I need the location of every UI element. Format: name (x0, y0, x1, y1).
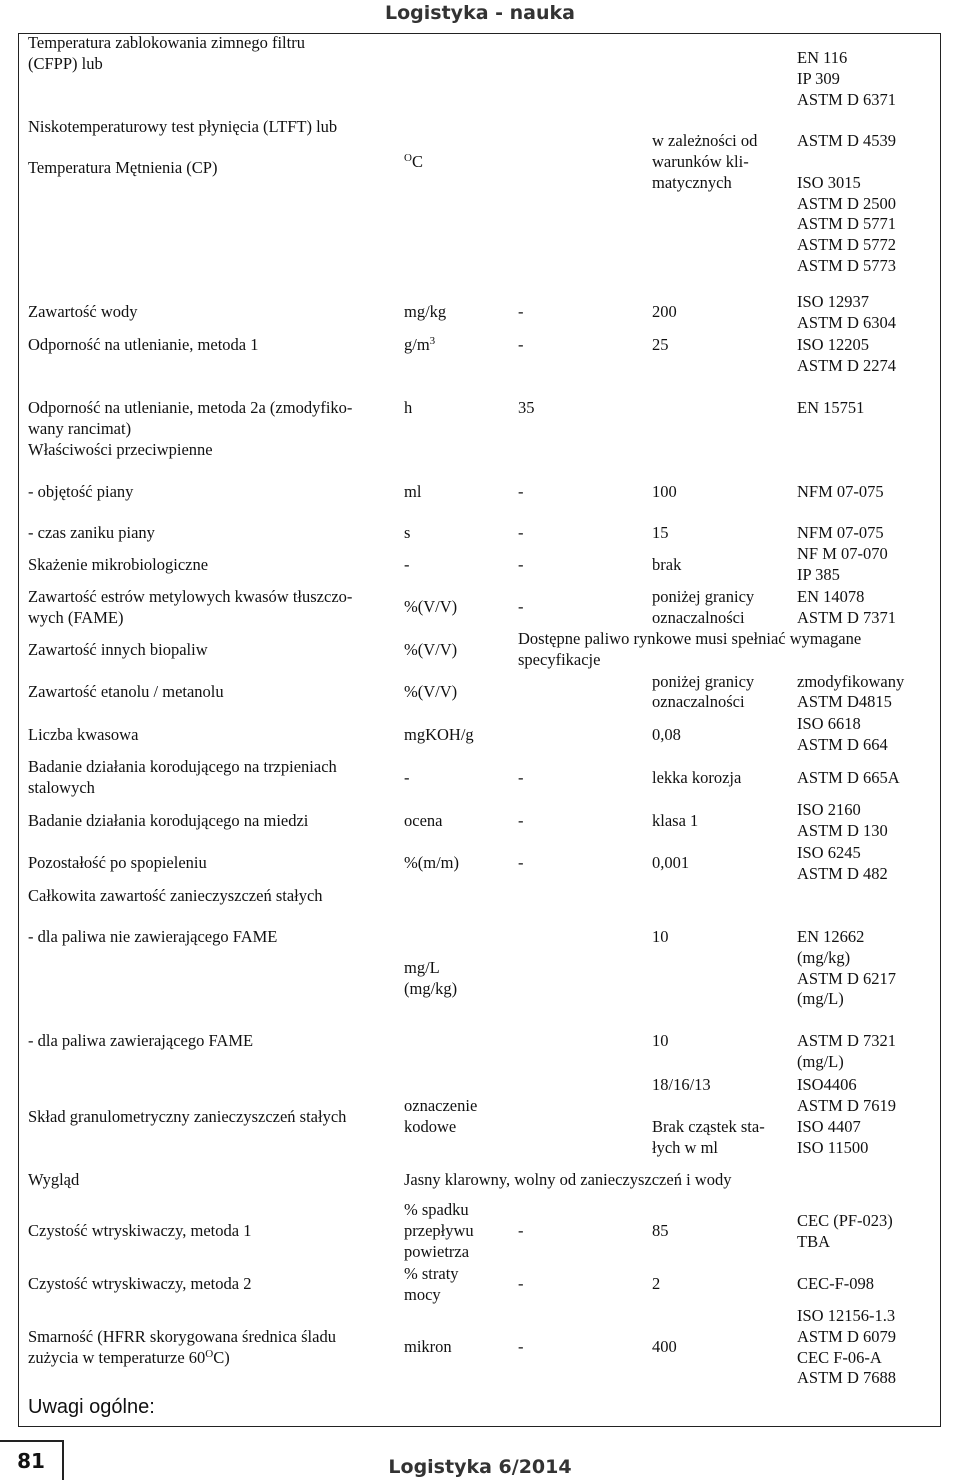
cfpp-method: ISO 3015 (797, 173, 861, 192)
granulo-method: ISO4406 (797, 1075, 857, 1094)
fame-max-2: oznaczalności (652, 608, 745, 627)
water-min: - (518, 302, 524, 321)
foam-time-max: 15 (652, 523, 669, 542)
ox1-min: - (518, 335, 524, 354)
water-max: 200 (652, 302, 677, 321)
micro-name: Skażenie mikrobiologiczne (28, 555, 209, 574)
corr-cu-method-1: ISO 2160 (797, 800, 861, 819)
hfrr-method: ISO 12156-1.3 (797, 1306, 896, 1325)
ox2a-min: 35 (518, 398, 535, 417)
inj1-method-1: CEC (PF-023) (797, 1211, 893, 1230)
inj2-method: CEC-F-098 (797, 1274, 875, 1293)
ltft-name: Niskotemperaturowy test płynięcia (LTFT) lub (28, 117, 338, 136)
hfrr-unit: mikron (404, 1337, 452, 1356)
hfrr-max: 400 (652, 1337, 677, 1356)
corr-cu-method-2: ASTM D 130 (797, 821, 888, 840)
contam-nofame-method: EN 12662 (797, 927, 865, 946)
inj2-max: 2 (652, 1274, 661, 1293)
ox2a-method: EN 15751 (797, 398, 865, 417)
fame-name-2: wych (FAME) (28, 608, 124, 627)
contam-fame-method-2: (mg/L) (797, 1052, 844, 1071)
cfpp-method: ASTM D 5773 (797, 256, 897, 275)
ethanol-unit: %(V/V) (404, 682, 458, 701)
ash-method-2: ASTM D 482 (797, 864, 888, 883)
cfpp-method: IP 309 (797, 69, 840, 88)
contam-nofame-method: ASTM D 6217 (797, 969, 897, 988)
ox2a-name-1: Odporność na utlenianie, metoda 2a (zmodyfiko- (28, 398, 353, 417)
water-method-2: ASTM D 6304 (797, 313, 897, 332)
corr-steel-name-1: Badanie działania korodującego na trzpieniach (28, 757, 337, 776)
acid-name: Liczba kwasowa (28, 725, 139, 744)
granulo-name: Skład granulometryczny zanieczyszczeń stałych (28, 1107, 347, 1126)
hfrr-name-2 (28, 1348, 230, 1369)
ox1-unit-exponent: 3 (429, 335, 436, 347)
biofuel-note-2: specyfikacje (518, 650, 601, 669)
micro-unit: - (404, 555, 410, 574)
foam-vol-max: 100 (652, 482, 677, 501)
look-value: Jasny klarowny, wolny od zanieczyszczeń i wody (404, 1170, 732, 1189)
corr-cu-name: Badanie działania korodującego na miedzi (28, 811, 309, 830)
ethanol-method-2: ASTM D4815 (797, 692, 892, 711)
acid-unit: mgKOH/g (404, 725, 474, 744)
ox1-unit (404, 335, 435, 356)
footer-title: Logistyka 6/2014 (388, 1456, 572, 1478)
cfpp-name-1: Temperatura zablokowania zimnego filtru (28, 33, 305, 52)
foam-vol-min: - (518, 482, 524, 501)
inj1-unit-1: % spadku (404, 1200, 469, 1219)
granulo-method: ISO 11500 (797, 1138, 869, 1157)
water-name: Zawartość wody (28, 302, 138, 321)
cfpp-limit-2: warunków kli- (652, 152, 749, 171)
biofuel-name: Zawartość innych biopaliw (28, 640, 208, 659)
corr-cu-min: - (518, 811, 524, 830)
corr-steel-max: lekka korozja (652, 768, 742, 787)
inj1-unit-3: powietrza (404, 1242, 470, 1261)
ox1-method-1: ISO 12205 (797, 335, 869, 354)
ash-name: Pozostałość po spopieleniu (28, 853, 207, 872)
granulo-unit-1: oznaczenie (404, 1096, 478, 1115)
corr-steel-min: - (518, 768, 524, 787)
ethanol-name: Zawartość etanolu / metanolu (28, 682, 224, 701)
foam-vol-unit: ml (404, 482, 422, 501)
cfpp-name-2: (CFPP) lub (28, 54, 103, 73)
ethanol-method-1: zmodyfikowany (797, 672, 905, 691)
fame-method-2: ASTM D 7371 (797, 608, 897, 627)
fame-min: - (518, 597, 524, 616)
page-number: 81 (0, 1440, 64, 1480)
acid-method-2: ASTM D 664 (797, 735, 888, 754)
ox1-max: 25 (652, 335, 669, 354)
cfpp-method: ASTM D 5771 (797, 214, 897, 233)
granulo-max-2: Brak cząstek sta- (652, 1117, 765, 1136)
inj1-name: Czystość wtryskiwaczy, metoda 1 (28, 1221, 252, 1240)
foam-vol-method: NFM 07-075 (797, 482, 884, 501)
ox2a-unit: h (404, 398, 413, 417)
foam-time-unit: s (404, 523, 411, 542)
ash-max: 0,001 (652, 853, 690, 872)
fame-method-1: EN 14078 (797, 587, 865, 606)
cfpp-method: ASTM D 4539 (797, 131, 897, 150)
inj1-min: - (518, 1221, 524, 1240)
acid-max: 0,08 (652, 725, 681, 744)
granulo-max-1: 18/16/13 (652, 1075, 711, 1094)
foam-name: Właściwości przeciwpienne (28, 440, 213, 459)
page-header: Logistyka - nauka (385, 2, 575, 24)
hfrr-name-2-post: C) (213, 1348, 230, 1367)
biofuel-unit: %(V/V) (404, 640, 458, 659)
contam-name: Całkowita zawartość zanieczyszczeń stałych (28, 886, 323, 905)
cp-name: Temperatura Mętnienia (CP) (28, 158, 218, 177)
cfpp-method: ASTM D 6371 (797, 90, 897, 109)
hfrr-method: CEC F-06-A (797, 1348, 882, 1367)
inj2-min: - (518, 1274, 524, 1293)
micro-method-1: NF M 07-070 (797, 544, 888, 563)
contam-nofame-max: 10 (652, 927, 669, 946)
ox1-unit-base: g/m (404, 335, 430, 354)
hfrr-name-1: Smarność (HFRR skorygowana średnica śladu (28, 1327, 336, 1346)
foam-time-name: - czas zaniku piany (28, 523, 155, 542)
micro-max: brak (652, 555, 682, 574)
ethanol-max-1: poniżej granicy (652, 672, 755, 691)
inj2-name: Czystość wtryskiwaczy, metoda 2 (28, 1274, 252, 1293)
cfpp-method: EN 116 (797, 48, 848, 67)
contam-nofame-name: - dla paliwa nie zawierającego FAME (28, 927, 278, 946)
inj1-method-2: TBA (797, 1232, 830, 1251)
foam-vol-name: - objętość piany (28, 482, 134, 501)
ox2a-name-2: wany rancimat) (28, 419, 132, 438)
acid-method-1: ISO 6618 (797, 714, 861, 733)
contam-unit-1: mg/L (404, 958, 440, 977)
ethanol-max-2: oznaczalności (652, 692, 745, 711)
water-unit: mg/kg (404, 302, 447, 321)
inj1-max: 85 (652, 1221, 669, 1240)
hfrr-min: - (518, 1337, 524, 1356)
hfrr-name-2-pre: zużycia w temperaturze 60 (28, 1348, 206, 1367)
foam-time-min: - (518, 523, 524, 542)
cfpp-limit-1: w zależności od (652, 131, 758, 150)
cfpp-unit-degree: O (404, 152, 412, 164)
inj2-unit-2: mocy (404, 1285, 441, 1304)
cfpp-limit-3: matycznych (652, 173, 732, 192)
corr-steel-name-2: stalowych (28, 778, 95, 797)
fame-unit: %(V/V) (404, 597, 458, 616)
corr-steel-method: ASTM D 665A (797, 768, 900, 787)
foam-time-method: NFM 07-075 (797, 523, 884, 542)
ash-unit: %(m/m) (404, 853, 459, 872)
inj2-unit-1: % straty (404, 1264, 459, 1283)
ox1-method-2: ASTM D 2274 (797, 356, 897, 375)
contam-nofame-method: (mg/kg) (797, 948, 851, 967)
fame-max-1: poniżej granicy (652, 587, 755, 606)
corr-steel-unit: - (404, 768, 410, 787)
water-method-1: ISO 12937 (797, 292, 869, 311)
look-name: Wygląd (28, 1170, 80, 1189)
hfrr-method: ASTM D 7688 (797, 1368, 897, 1387)
biofuel-note-1: Dostępne paliwo rynkowe musi spełniać wymagane (518, 629, 862, 648)
granulo-method: ASTM D 7619 (797, 1096, 897, 1115)
ox1-name: Odporność na utlenianie, metoda 1 (28, 335, 259, 354)
cfpp-unit (404, 152, 423, 173)
corr-cu-unit: ocena (404, 811, 443, 830)
corr-cu-max: klasa 1 (652, 811, 699, 830)
cfpp-method: ASTM D 5772 (797, 235, 897, 254)
contam-fame-name: - dla paliwa zawierającego FAME (28, 1031, 254, 1050)
micro-method-2: IP 385 (797, 565, 840, 584)
ash-method-1: ISO 6245 (797, 843, 861, 862)
granulo-method: ISO 4407 (797, 1117, 861, 1136)
contam-fame-max: 10 (652, 1031, 669, 1050)
cfpp-method: ASTM D 2500 (797, 194, 897, 213)
granulo-unit-2: kodowe (404, 1117, 457, 1136)
contam-fame-method-1: ASTM D 7321 (797, 1031, 897, 1050)
ash-min: - (518, 853, 524, 872)
micro-min: - (518, 555, 524, 574)
general-notes-label: Uwagi ogólne: (28, 1396, 155, 1418)
hfrr-method: ASTM D 6079 (797, 1327, 897, 1346)
cfpp-unit-c: C (411, 152, 423, 171)
hfrr-degree: O (205, 1348, 214, 1360)
contam-unit-2: (mg/kg) (404, 979, 458, 998)
granulo-max-3: łych w ml (652, 1138, 718, 1157)
inj1-unit-2: przepływu (404, 1221, 474, 1240)
contam-nofame-method: (mg/L) (797, 989, 844, 1008)
fame-name-1: Zawartość estrów metylowych kwasów tłuszczo- (28, 587, 353, 606)
